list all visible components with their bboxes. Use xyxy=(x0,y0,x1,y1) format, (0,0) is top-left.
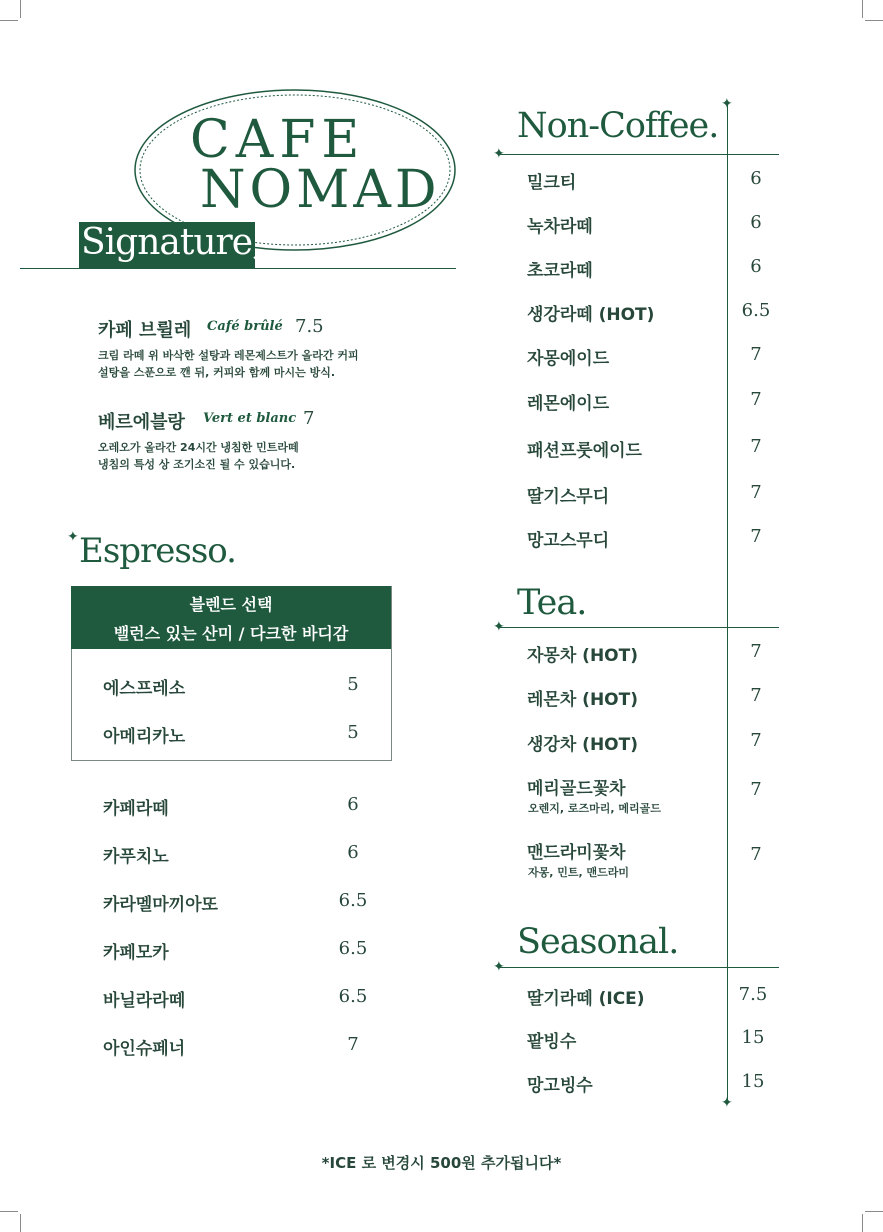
item-name: 메리골드꽃차 xyxy=(527,779,626,799)
item-price: 6.5 xyxy=(338,938,368,959)
item-name: 아인슈페너 xyxy=(103,1039,186,1059)
logo-line2: NOMAD xyxy=(200,160,441,220)
item-price: 6.5 xyxy=(741,300,771,321)
blend-header xyxy=(71,586,391,649)
item-price: 7 xyxy=(347,1034,359,1055)
sparkle-icon: ✦ xyxy=(721,96,733,112)
item-name: 망고스무디 xyxy=(527,531,610,551)
item-price: 5 xyxy=(347,674,359,695)
item-name: 카페모카 xyxy=(103,943,169,963)
item-price: 15 xyxy=(741,1071,765,1092)
item-name: 망고빙수 xyxy=(527,1076,593,1096)
crop-mark xyxy=(862,1214,863,1232)
signature-title: Signature, xyxy=(81,222,263,263)
crop-mark xyxy=(0,20,18,21)
item-name: 카라멜마끼아또 xyxy=(103,895,218,915)
crop-mark xyxy=(865,20,883,21)
item-subtext: 오렌지, 로즈마리, 메리골드 xyxy=(528,802,661,815)
item-price: 7 xyxy=(750,685,762,706)
item-price: 7 xyxy=(750,779,762,800)
sparkle-icon: ✦ xyxy=(67,529,79,545)
crop-mark xyxy=(862,0,863,18)
item-name: 에스프레소 xyxy=(103,679,186,699)
item-price: 6.5 xyxy=(338,890,368,911)
signature-item-desc: 오레오가 올라간 24시간 냉침한 민트라떼 냉침의 특성 상 조기소진 될 수 있습니다. xyxy=(98,441,299,471)
item-subtext: 자몽, 민트, 맨드라미 xyxy=(528,866,630,879)
item-name: 바닐라라떼 xyxy=(103,991,186,1011)
item-name: 녹차라떼 xyxy=(527,217,593,237)
seasonal-title: Seasonal. xyxy=(517,922,679,962)
item-name: 카푸치노 xyxy=(103,847,169,867)
item-name: 딸기스무디 xyxy=(527,487,610,507)
item-name: 자몽에이드 xyxy=(527,349,610,369)
item-price: 6 xyxy=(750,168,762,189)
item-price: 7 xyxy=(750,526,762,547)
signature-item-en: Café brûlé xyxy=(207,319,283,334)
signature-item-price: 7 xyxy=(303,408,315,429)
item-name: 초코라떼 xyxy=(527,261,593,281)
signature-item-name: 베르에블랑 xyxy=(98,412,185,433)
item-price: 15 xyxy=(741,1027,765,1048)
noncoffee-title: Non-Coffee. xyxy=(517,106,719,146)
logo-line1: CAFE xyxy=(190,110,366,170)
crop-mark xyxy=(20,1214,21,1232)
tea-title: Tea. xyxy=(517,583,587,623)
item-price: 5 xyxy=(347,722,359,743)
section-rule xyxy=(500,154,779,155)
signature-item-price: 7.5 xyxy=(295,316,324,337)
item-name: 생강라떼 (HOT) xyxy=(527,305,655,325)
blend-header-line2: 밸런스 있는 산미 / 다크한 바디감 xyxy=(113,624,349,643)
sparkle-icon: ✦ xyxy=(493,959,505,975)
item-price: 7 xyxy=(750,482,762,503)
item-name: 카페라떼 xyxy=(103,799,169,819)
sparkle-icon: ✦ xyxy=(493,619,505,635)
item-price: 6.5 xyxy=(338,986,368,1007)
item-name: 딸기라떼 (ICE) xyxy=(527,989,645,1009)
crop-mark xyxy=(0,1211,18,1212)
espresso-title: Espresso. xyxy=(79,531,236,571)
blend-header-line1: 블렌드 선택 xyxy=(189,595,273,614)
signature-rule xyxy=(20,268,456,269)
section-rule xyxy=(500,627,779,628)
item-price: 7 xyxy=(750,844,762,865)
item-price: 7 xyxy=(750,641,762,662)
item-name: 밀크티 xyxy=(527,173,577,193)
item-price: 7.5 xyxy=(738,984,768,1005)
item-price: 7 xyxy=(750,344,762,365)
item-name: 레몬차 (HOT) xyxy=(527,690,638,710)
item-price: 6 xyxy=(750,256,762,277)
crop-mark xyxy=(865,1211,883,1212)
section-rule xyxy=(500,967,779,968)
item-price: 6 xyxy=(750,212,762,233)
footer-note: *ICE 로 변경시 500원 추가됩니다* xyxy=(321,1154,562,1172)
item-price: 7 xyxy=(750,730,762,751)
signature-item-name: 카페 브륄레 xyxy=(98,320,192,341)
sparkle-icon: ✦ xyxy=(493,146,505,162)
signature-item-en: Vert et blanc xyxy=(203,411,297,426)
item-price: 6 xyxy=(347,794,359,815)
item-name: 맨드라미꽃차 xyxy=(527,843,626,863)
item-price: 7 xyxy=(750,436,762,457)
item-name: 레몬에이드 xyxy=(527,394,610,414)
signature-item-desc: 크림 라떼 위 바삭한 설탕과 레몬제스트가 올라간 커피 설탕을 스푼으로 깬 뒤, 커피와 함께 마시는 방식. xyxy=(98,349,359,379)
item-name: 팥빙수 xyxy=(527,1032,577,1052)
crop-mark xyxy=(20,0,21,18)
sparkle-icon: ✦ xyxy=(721,1095,733,1111)
item-name: 생강차 (HOT) xyxy=(527,735,638,755)
item-name: 아메리카노 xyxy=(103,727,186,747)
item-price: 7 xyxy=(750,389,762,410)
item-price: 6 xyxy=(347,842,359,863)
item-name: 패션프룻에이드 xyxy=(527,441,642,461)
item-name: 자몽차 (HOT) xyxy=(527,646,638,666)
column-rule xyxy=(727,104,728,1102)
